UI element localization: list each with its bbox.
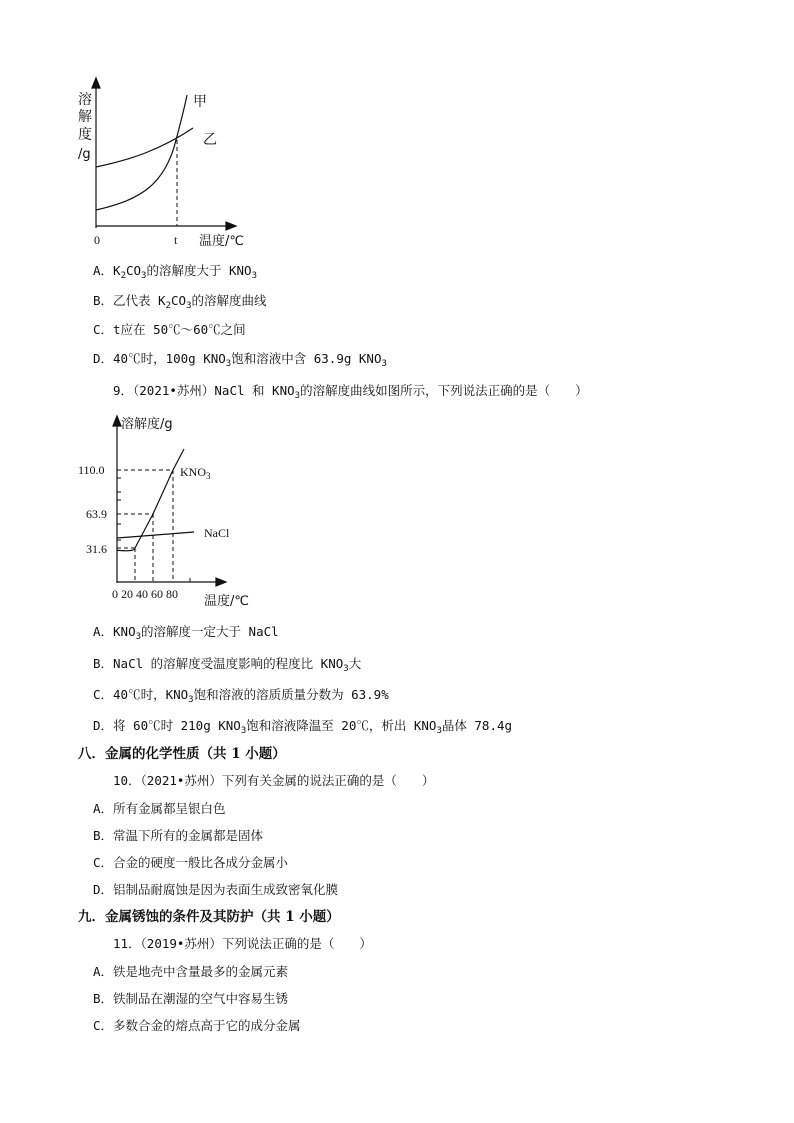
fig1-y-label-3: 度 [78, 127, 92, 143]
q10-stem: 10．（2021•苏州）下列有关金属的说法正确的是（ ） [113, 773, 435, 788]
fig2-y-arrow [113, 416, 121, 426]
fig1-x-label: 温度/℃ [199, 234, 244, 249]
fig2-nacl-label: NaCl [204, 526, 230, 540]
fig1-t-label: t [174, 233, 178, 247]
q9-stem: 9．（2021•苏州）NaCl 和 $KNO_3$的溶解度曲线如图所示，下列说法正确的是（ ） [113, 383, 588, 401]
q9-option-b: B．NaCl 的溶解度受温度影响的程度比 $KNO_3$大 [93, 656, 362, 674]
fig1-y-label-1: 溶 [78, 92, 92, 108]
section-8-heading: 八．金属的化学性质（共 1 小题） [78, 746, 286, 762]
fig1-label-jia: 甲 [193, 94, 207, 110]
section-9-heading: 九．金属锈蚀的条件及其防护（共 1 小题） [78, 909, 340, 925]
fig1-y-label-4: /g [78, 147, 91, 162]
q8-option-a: A．$K_2CO_3$的溶解度大于 $KNO_3$ [93, 263, 257, 281]
fig2-nacl-line [117, 532, 194, 538]
q9-option-a: A．$KNO_3$的溶解度一定大于 NaCl [93, 624, 279, 642]
q9-option-d: D．将 60℃时 210g $KNO_3$饱和溶液降温至 20℃，析出 $KNO_3$晶体 78.4g [93, 718, 513, 736]
fig2-y-label: 溶解度/g [121, 417, 173, 432]
q10-option-a: A．所有金属都呈银白色 [93, 801, 226, 816]
fig1-label-yi: 乙 [203, 132, 217, 148]
q8-option-c: C．t应在 50℃～60℃之间 [93, 322, 246, 337]
q10-option-c: C．合金的硬度一般比各成分金属小 [93, 855, 289, 870]
fig2-x-label: 温度/℃ [204, 594, 249, 609]
fig2-y-tick-110: 110.0 [78, 463, 105, 477]
fig2-x-ticks: 0 20 40 60 80 [112, 587, 178, 601]
q8-option-d: D．40℃时，100g $KNO_3$饱和溶液中含 63.9g $KNO_3$ [93, 351, 387, 369]
q11-option-b: B．铁制品在潮湿的空气中容易生锈 [93, 991, 289, 1006]
fig2-x-arrow [216, 578, 226, 586]
fig2-kno3-label: $KNO_3$ [180, 465, 211, 481]
q8-option-b: B．乙代表 $K_2CO_3$的溶解度曲线 [93, 293, 267, 311]
q11-option-c: C．多数合金的熔点高于它的成分金属 [93, 1018, 301, 1033]
fig2-y-tick-63-9: 63.9 [86, 507, 107, 521]
q10-option-b: B．常温下所有的金属都是固体 [93, 828, 264, 843]
q10-option-d: D．铝制品耐腐蚀是因为表面生成致密氧化膜 [93, 882, 339, 897]
q9-option-c: C．40℃时，$KNO_3$饱和溶液的溶质质量分数为 63.9% [93, 687, 389, 705]
q11-stem: 11．（2019•苏州）下列说法正确的是（ ） [113, 936, 372, 951]
q11-option-a: A．铁是地壳中含量最多的金属元素 [93, 964, 289, 979]
fig1-origin-label: 0 [94, 233, 100, 247]
fig1-y-label-2: 解 [78, 109, 92, 125]
fig2-y-tick-31-6: 31.6 [86, 542, 107, 556]
